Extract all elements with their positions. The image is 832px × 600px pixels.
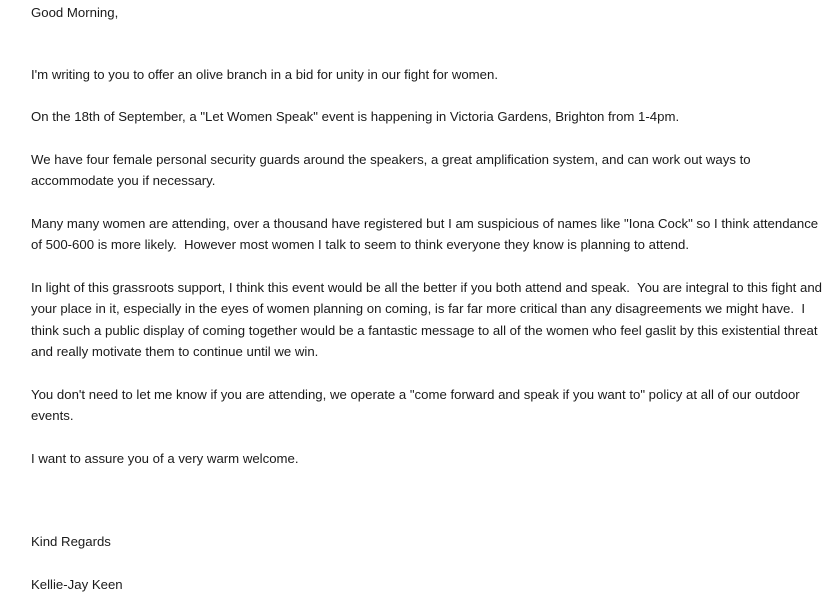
paragraph-4: Many many women are attending, over a thousand have registered but I am suspicious of names like "Iona Cock" so I think attendance of 500-600 is more likely. However most women I talk to seem to think everyone they know is planning to attend. <box>31 215 822 252</box>
paragraph-1: I'm writing to you to offer an olive branch in a bid for unity in our fight for women. <box>31 66 499 82</box>
spacer <box>31 469 831 531</box>
paragraph-3: We have four female personal security guards around the speakers, a great amplification system, and can work out ways to accommodate you if necessary. <box>31 151 755 188</box>
paragraph-5: In light of this grassroots support, I think this event would be all the better if you both attend and speak. You are integral to this fight and your place in it, especially in the eyes of women planning on coming, is far far more critical than any disagreements we might have. I think such a public display of coming together would be a fantastic message to all of the women who feel gaslit by this existential threat and really motivate them to continue until we win. <box>31 279 826 359</box>
spacer <box>31 128 831 149</box>
salutation: Good Morning, <box>31 5 119 20</box>
letter-body <box>31 0 831 595</box>
signature: Kellie-Jay Keen <box>31 576 123 592</box>
paragraph-7: I want to assure you of a very warm welcome. <box>31 450 299 466</box>
spacer <box>31 192 831 213</box>
spacer <box>31 85 831 106</box>
paragraph-2: On the 18th of September, a "Let Women Speak" event is happening in Victoria Gardens, Brighton from 1-4pm. <box>31 109 680 124</box>
spacer <box>31 553 831 574</box>
spacer <box>31 363 831 384</box>
spacer <box>31 24 831 64</box>
paragraph-6: You don't need to let me know if you are attending, we operate a "come forward and speak if you want to" policy at all of our outdoor events. <box>31 386 804 423</box>
closing: Kind Regards <box>31 534 111 549</box>
spacer <box>31 256 831 277</box>
spacer <box>31 427 831 448</box>
